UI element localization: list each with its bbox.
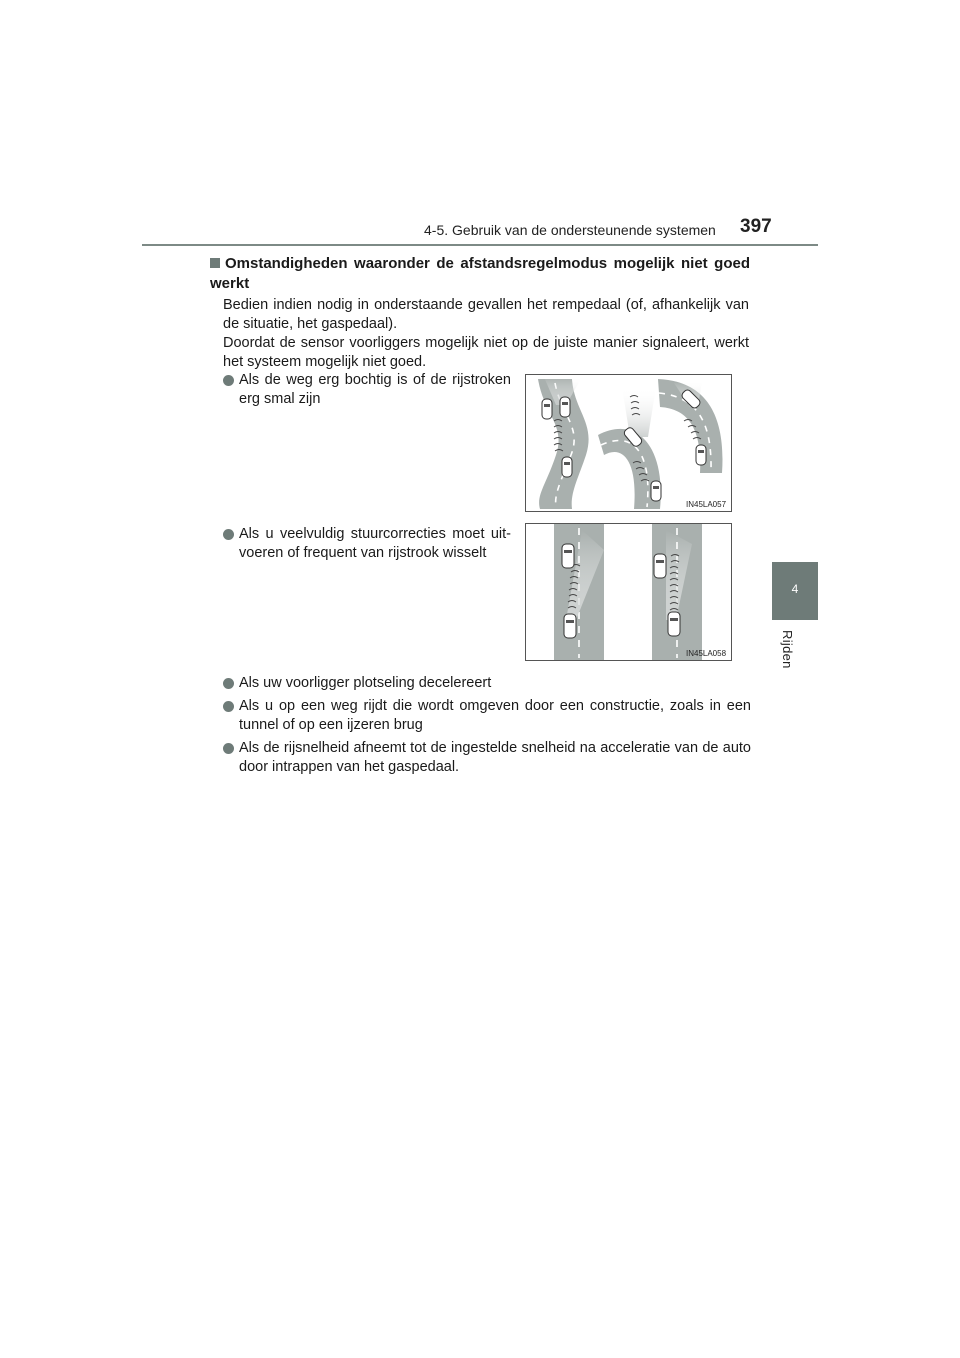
bullet-icon bbox=[223, 678, 234, 689]
bullet-icon bbox=[223, 375, 234, 386]
bullet-icon bbox=[223, 701, 234, 712]
chapter-number: 4 bbox=[791, 582, 799, 596]
section-heading bbox=[210, 254, 750, 294]
figure-code: IN45LA058 bbox=[686, 649, 727, 658]
chapter-tab bbox=[772, 562, 818, 620]
sensor-paragraph: Doordat de sensor voorliggers mogelijk niet op de juiste manier signaleert, werkt het systeem mogelijk niet goed. bbox=[223, 335, 749, 370]
list-item-text: Als u op een weg rijdt die wordt omgeven door een constructie, zoals in een tunnel of op een ijzeren brug bbox=[239, 698, 751, 733]
figure-code: IN45LA057 bbox=[686, 500, 727, 509]
curvy-roads-illustration bbox=[526, 375, 731, 511]
header-divider bbox=[142, 244, 818, 246]
chapter-label: Rijden bbox=[780, 630, 795, 669]
list-item-text: Als de weg erg bochtig is of de rijstroken erg smal zijn bbox=[239, 372, 511, 407]
intro-paragraph: Bedien indien nodig in onderstaande gevallen het rempedaal (of, afhankelijk van de situatie, het gaspedaal). bbox=[223, 297, 749, 332]
figure-straight-roads bbox=[525, 523, 732, 661]
straight-roads-illustration bbox=[526, 524, 731, 660]
list-item-text: Als de rijsnelheid afneemt tot de ingestelde snelheid na acceleratie van de auto door intrappen van het gaspedaal. bbox=[239, 740, 751, 775]
figure-curvy-roads bbox=[525, 374, 732, 512]
heading-square-icon bbox=[210, 258, 220, 268]
list-item-text: Als u veelvuldig stuurcorrecties moet uit-voeren of frequent van rijstrook wisselt bbox=[239, 526, 511, 561]
page-number: 397 bbox=[740, 216, 772, 237]
list-item-text: Als uw voorligger plotseling decelereert bbox=[239, 675, 492, 691]
bullet-icon bbox=[223, 529, 234, 540]
section-heading-text: Omstandigheden waaronder de afstandsregelmodus mogelijk niet goed werkt bbox=[210, 255, 750, 292]
bullet-icon bbox=[223, 743, 234, 754]
running-header: 4-5. Gebruik van de ondersteunende systemen bbox=[424, 222, 716, 238]
